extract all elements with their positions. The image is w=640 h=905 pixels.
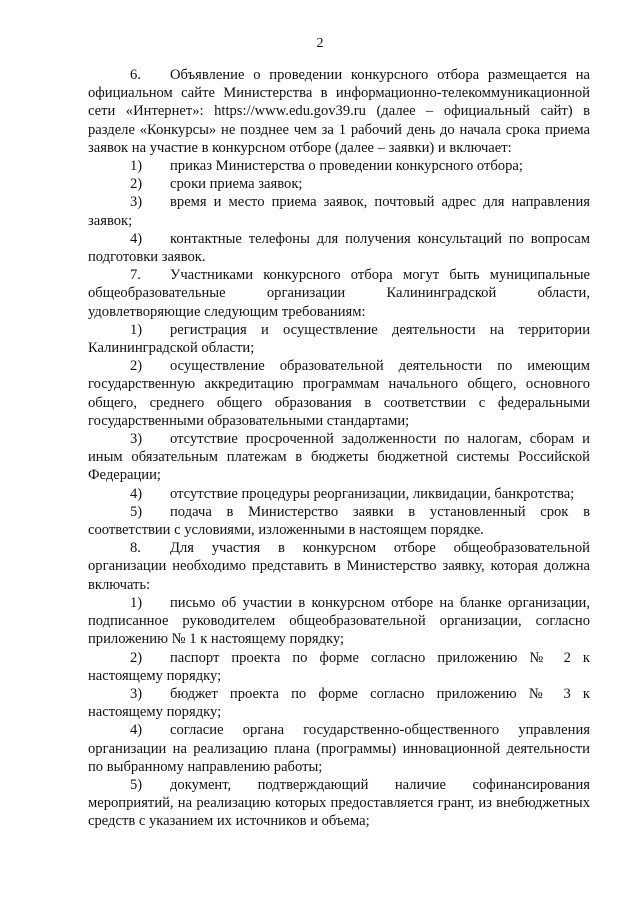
list-item [88, 503, 590, 539]
list-item [88, 776, 590, 831]
paragraph-8 [88, 539, 590, 594]
list-item [88, 357, 590, 430]
list-item [88, 649, 590, 685]
list-item [88, 157, 590, 175]
list-item-text: время и место приема заявок, почтовый адрес для направления заявок; [88, 194, 590, 229]
list-item-number: 3) [130, 194, 143, 211]
list-item-text: паспорт проекта по форме согласно приложению № 2 к настоящему порядку; [88, 649, 590, 684]
list-item [88, 721, 590, 776]
list-item [88, 685, 590, 721]
list-item [88, 321, 590, 357]
list-item-number: 1) [130, 321, 143, 338]
paragraph-text: Участниками конкурсного отбора могут быть муниципальные общеобразовательные организации Калининградской области, удовлетворяющие следующим требованиям: [88, 267, 590, 320]
list-item-number: 2) [130, 176, 143, 193]
paragraph-6 [88, 66, 590, 157]
list-item-text: письмо об участии в конкурсном отборе на бланке организации, подписанное руководителем общеобразовательной организации, согласно приложению № 1 к настоящему порядку; [88, 594, 590, 648]
list-item-number: 5) [130, 776, 143, 793]
list-item-number: 2) [130, 649, 143, 666]
paragraph-text: Объявление о проведении конкурсного отбора размещается на официальном сайте Министерства в информационно-телекоммуникационной сети «Интернет»: https://www.edu.gov39.ru (далее – официальный сайт) в разделе «Конкурсы» не позднее чем за 1 рабочий день до начала срока приема заявок на участие в конкурсном отборе (далее – заявки) и включает: [88, 67, 590, 156]
list-item-text: бюджет проекта по форме согласно приложению № 3 к настоящему порядку; [88, 685, 590, 721]
paragraph-number: 6. [130, 67, 141, 83]
list-item-number: 4) [130, 485, 143, 502]
paragraph-number: 8. [130, 540, 141, 557]
document-body [88, 66, 590, 831]
list-item-text: осуществление образовательной деятельности по имеющим государственную аккредитацию программам начального общего, основного общего, среднего общего образования в соответствии с федеральными государственными образовательными стандартами; [88, 358, 590, 429]
list-item-number: 4) [130, 722, 143, 739]
list-item-text: отсутствие просроченной задолженности по налогам, сборам и иным обязательным платежам в бюджеты бюджетной системы Российской Федерации; [88, 431, 590, 484]
list-item-number: 1) [130, 594, 143, 611]
list-item [88, 485, 590, 503]
list-item [88, 230, 590, 266]
list-item-text: контактные телефоны для получения консультаций по вопросам подготовки заявок. [88, 230, 590, 266]
list-item [88, 594, 590, 649]
list-item-text: документ, подтверждающий наличие софинансирования мероприятий, на реализацию которых предоставляется грант, из внебюджетных средств с указанием их источников и объема; [88, 776, 590, 830]
list-item-number: 1) [130, 158, 143, 175]
list-item-text: согласие органа государственно-общественного управления организации на реализацию плана (программы) инновационной деятельности по выбранному направлению работы; [88, 722, 590, 775]
list-item-number: 3) [130, 685, 143, 702]
page-number: 2 [316, 36, 324, 51]
list-item [88, 175, 590, 193]
list-item-number: 3) [130, 431, 143, 448]
list-item-text: приказ Министерства о проведении конкурсного отбора; [170, 158, 523, 175]
list-item-number: 5) [130, 503, 143, 520]
list-item-number: 4) [130, 230, 143, 247]
list-item-number: 2) [130, 358, 143, 375]
paragraph-number: 7. [130, 267, 141, 284]
list-item [88, 430, 590, 485]
paragraph-text: Для участия в конкурсном отборе общеобразовательной организации необходимо представить в Министерство заявку, которая должна включать: [88, 540, 590, 593]
list-item-text: подача в Министерство заявки в установленный срок в соответствии с условиями, изложенными в настоящем порядке. [88, 503, 590, 539]
paragraph-7 [88, 266, 590, 321]
list-item [88, 193, 590, 229]
list-item-text: отсутствие процедуры реорганизации, ликвидации, банкротства; [170, 485, 575, 502]
list-item-text: сроки приема заявок; [170, 176, 303, 193]
list-item-text: регистрация и осуществление деятельности на территории Калининградской области; [88, 321, 590, 357]
